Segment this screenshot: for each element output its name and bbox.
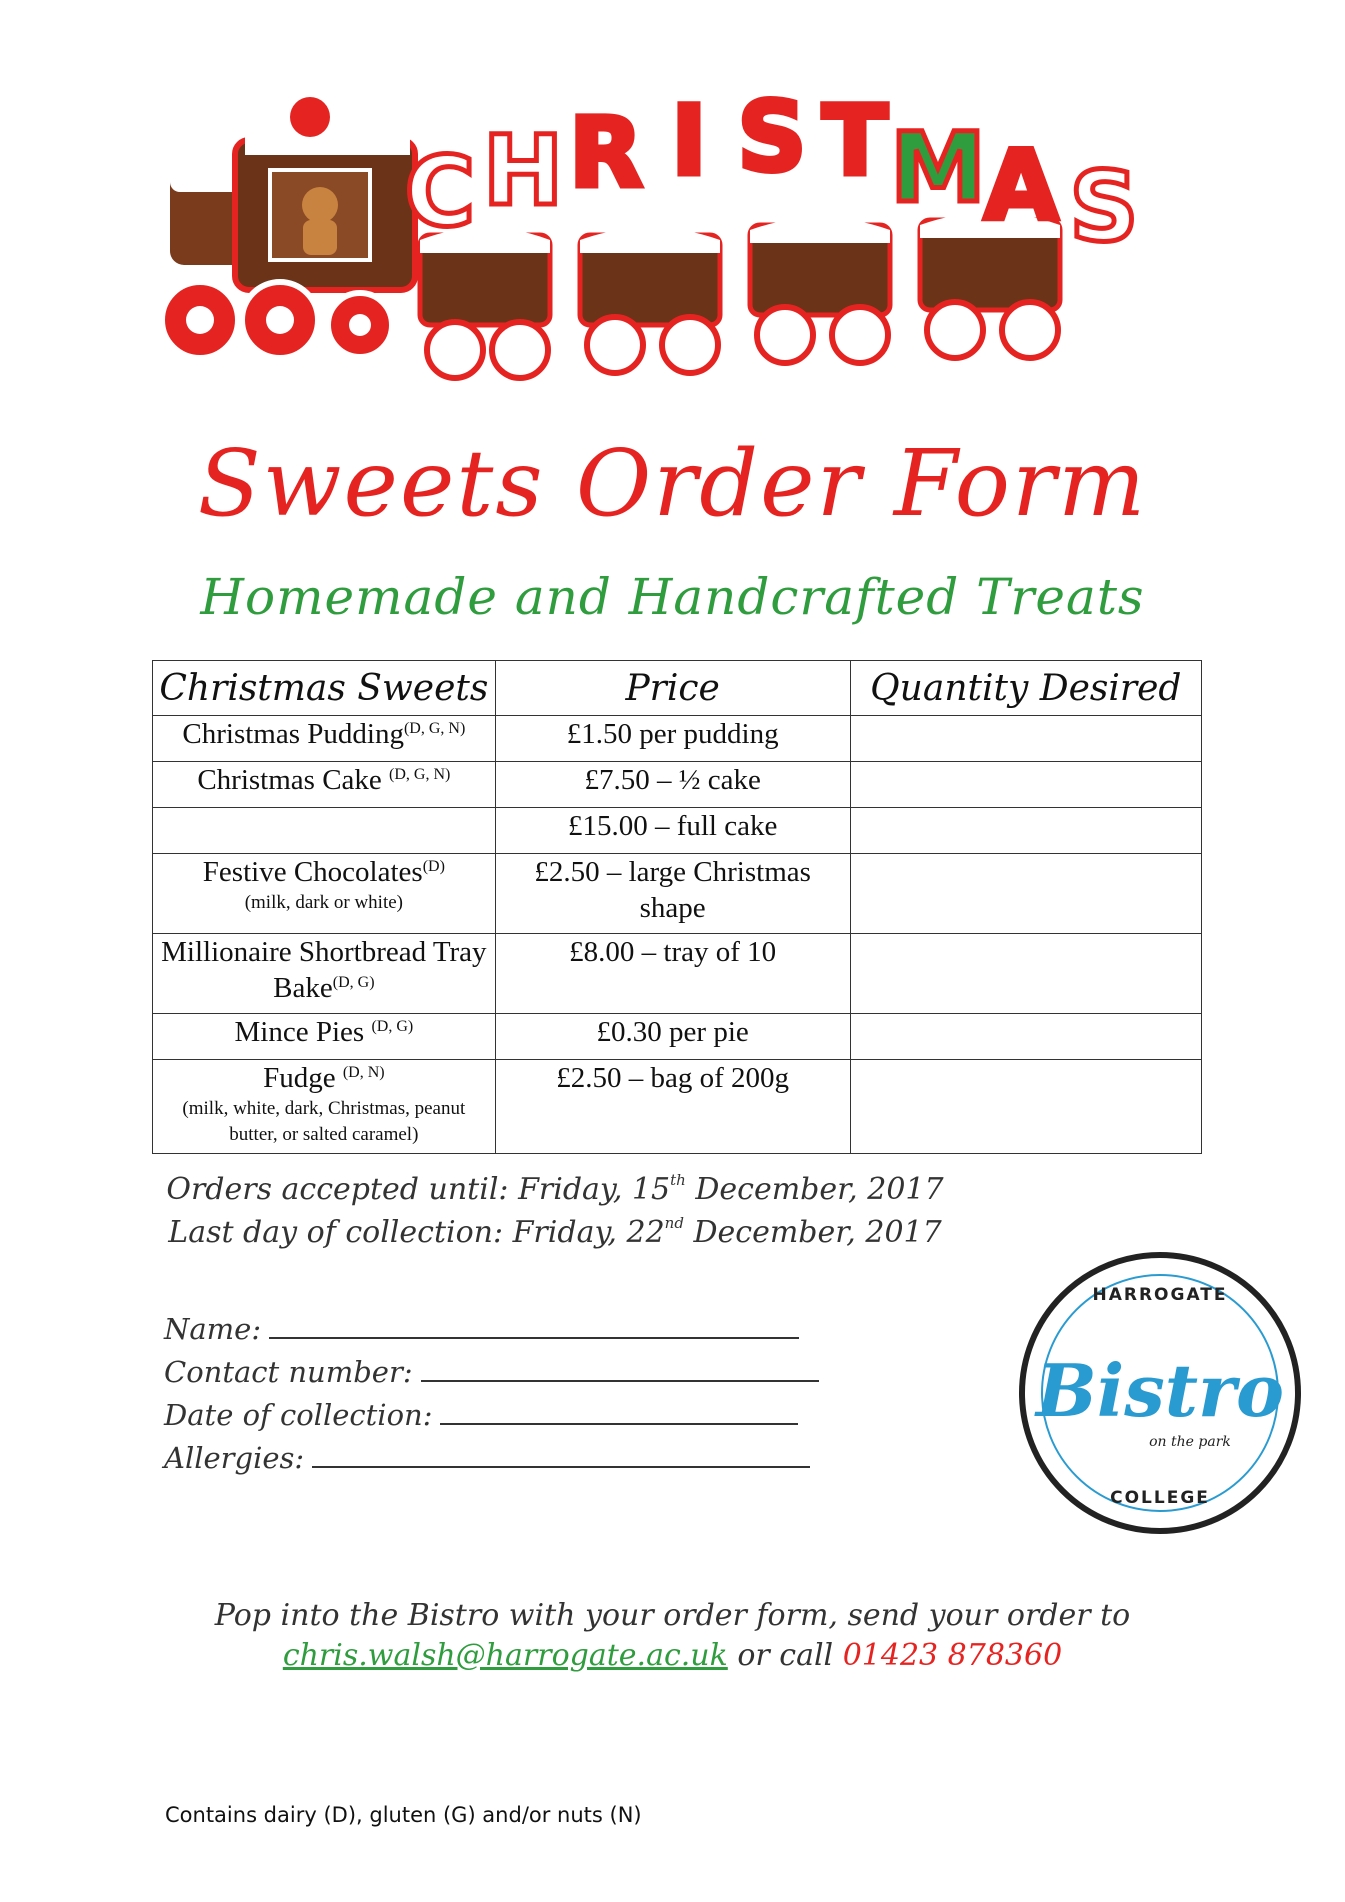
logo-top-text: HARROGATE — [1092, 1285, 1228, 1305]
contact-instructions: Pop into the Bistro with your order form, send your order to — [214, 1598, 1131, 1633]
contact-number-field — [164, 1350, 819, 1390]
sweet-name: Fudge — [263, 1062, 343, 1094]
allergen-codes: (D) — [422, 858, 445, 875]
orders-deadline-ordinal: th — [670, 1171, 686, 1189]
price-cell: £8.00 – tray of 10 — [495, 934, 850, 1014]
banner-letter: T — [822, 95, 888, 198]
sweets-price-table — [152, 660, 1202, 1154]
page-subtitle: Homemade and Handcrafted Treats — [200, 568, 1145, 626]
date-of-collection-field — [164, 1393, 798, 1433]
sweet-name: Mince Pies — [234, 1016, 372, 1048]
banner-letter: S — [737, 95, 807, 193]
sweet-name-cell — [153, 934, 496, 1014]
price-cell: £2.50 – large Christmas shape — [495, 854, 850, 934]
table-row — [153, 1014, 1202, 1060]
allergen-codes: (D, G) — [332, 974, 375, 991]
orders-deadline-month: December, 2017 — [685, 1172, 944, 1207]
banner-letter: I — [671, 95, 707, 198]
sweet-variants-note: (milk, dark or white) — [244, 892, 403, 913]
table-row — [153, 808, 1202, 854]
table-header-row — [153, 661, 1202, 716]
price-cell: £15.00 – full cake — [495, 808, 850, 854]
header-christmas-sweets: Christmas Sweets — [153, 661, 496, 716]
quantity-input-cell[interactable] — [850, 716, 1201, 762]
price-cell: £2.50 – bag of 200g — [495, 1060, 850, 1154]
sweet-name-cell — [153, 808, 496, 854]
allergies-input-line[interactable] — [312, 1436, 810, 1468]
sweet-name: Festive Chocolates — [202, 856, 423, 888]
christmas-train-banner — [160, 95, 1200, 405]
price-cell: £0.30 per pie — [495, 1014, 850, 1060]
banner-letter: A — [983, 129, 1059, 242]
price-cell: £1.50 per pudding — [495, 716, 850, 762]
quantity-input-cell[interactable] — [850, 808, 1201, 854]
name-label: Name: — [164, 1312, 262, 1346]
quantity-input-cell[interactable] — [850, 1014, 1201, 1060]
sweet-name: Millionaire Shortbread Tray Bake — [161, 936, 487, 1004]
sweet-name-cell — [153, 716, 496, 762]
logo-main-text: Bistro — [1036, 1348, 1284, 1433]
price-cell: £7.50 – ½ cake — [495, 762, 850, 808]
table-row — [153, 762, 1202, 808]
banner-letter: S — [1069, 151, 1139, 263]
sweet-name-cell — [153, 762, 496, 808]
contact-details — [0, 1638, 1345, 1673]
harrogate-bistro-logo — [1015, 1248, 1305, 1538]
logo-bottom-text: COLLEGE — [1110, 1488, 1210, 1508]
allergies-field — [164, 1436, 810, 1476]
name-input-line[interactable] — [269, 1307, 799, 1339]
page-title: Sweets Order Form — [197, 430, 1148, 537]
sweet-name: Christmas Cake — [197, 764, 390, 796]
sweet-name-cell — [153, 1014, 496, 1060]
table-row — [153, 934, 1202, 1014]
header-quantity-desired: Quantity Desired — [850, 661, 1201, 716]
sweet-name: Christmas Pudding — [182, 718, 404, 750]
train-engine-icon — [170, 97, 415, 290]
email-link[interactable]: chris.walsh@harrogate.ac.uk — [282, 1638, 728, 1673]
table-row — [153, 854, 1202, 934]
allergen-codes: (D, G, N) — [403, 720, 466, 737]
collection-deadline-ordinal: nd — [664, 1214, 684, 1232]
sweet-name-cell — [153, 854, 496, 934]
date-of-collection-label: Date of collection: — [164, 1398, 433, 1432]
allergen-codes: (D, G) — [371, 1018, 414, 1035]
collection-deadline-month: December, 2017 — [683, 1215, 942, 1250]
allergies-label: Allergies: — [164, 1441, 305, 1475]
table-row — [153, 1060, 1202, 1154]
banner-letter: R — [569, 97, 643, 210]
contact-number-label: Contact number: — [164, 1355, 413, 1389]
banner-letter: C — [404, 136, 476, 248]
quantity-input-cell[interactable] — [850, 854, 1201, 934]
logo-sub-text: on the park — [1149, 1434, 1231, 1450]
collection-deadline-text: Last day of collection: Friday, 22 — [168, 1215, 665, 1250]
or-call-text: or call — [727, 1638, 843, 1673]
quantity-input-cell[interactable] — [850, 934, 1201, 1014]
allergen-codes: (D, N) — [342, 1064, 385, 1081]
table-row — [153, 716, 1202, 762]
banner-letter: M — [890, 112, 986, 225]
collection-deadline — [0, 1215, 1110, 1250]
name-field — [164, 1307, 799, 1347]
engine-wheels — [162, 282, 392, 358]
sweet-name-cell — [153, 1060, 496, 1154]
allergen-footnote: Contains dairy (D), gluten (G) and/or nuts (N) — [165, 1803, 642, 1827]
quantity-input-cell[interactable] — [850, 1060, 1201, 1154]
contact-number-input-line[interactable] — [421, 1350, 819, 1382]
phone-number: 01423 878360 — [842, 1638, 1063, 1673]
orders-deadline-text: Orders accepted until: Friday, 15 — [166, 1172, 671, 1207]
quantity-input-cell[interactable] — [850, 762, 1201, 808]
orders-deadline — [0, 1172, 1110, 1207]
sweet-variants-note: (milk, white, dark, Christmas, peanut butter, or salted caramel) — [182, 1098, 466, 1145]
banner-letter: H — [482, 114, 564, 227]
date-of-collection-input-line[interactable] — [440, 1393, 798, 1425]
allergen-codes: (D, G, N) — [389, 766, 451, 783]
header-price: Price — [495, 661, 850, 716]
